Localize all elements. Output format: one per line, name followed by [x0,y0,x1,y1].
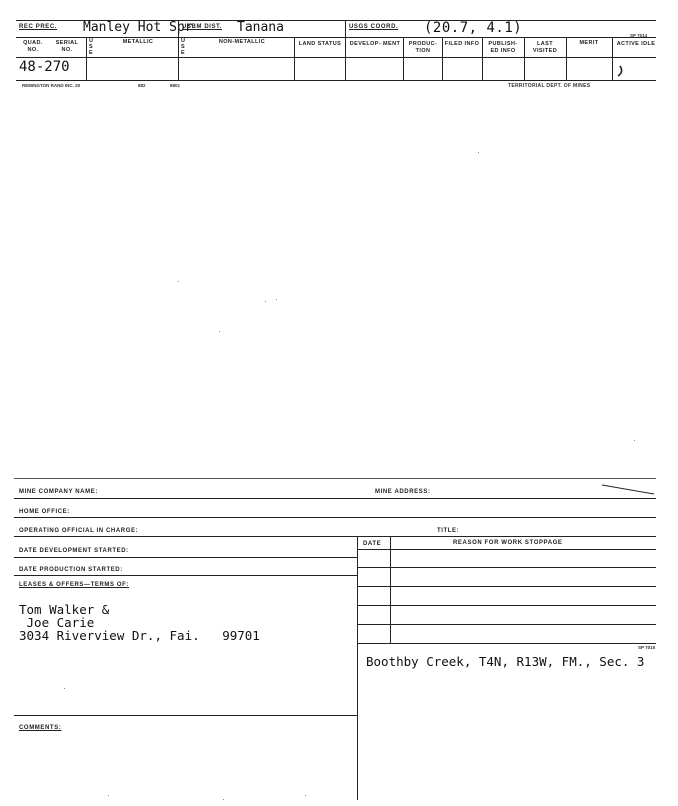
usgs-coord-label: USGS COORD. [349,24,399,30]
checkmark-icon [612,64,628,78]
usgs-coord-value: (20.7, 4.1) [424,20,523,36]
date-production-label: DATE PRODUCTION STARTED: [19,567,123,573]
mine-company-name-label: MINE COMPANY NAME: [19,489,98,495]
footer-remington: REMINGTON RAND INC. 20 [22,83,81,88]
footer-code-1: 882 [138,83,146,88]
col-filed-info: FILED INFO [444,41,480,47]
col-published-info: PUBLISH- ED INFO [488,41,518,54]
col-serial-no: SERIAL NO. [55,40,79,53]
col-quad-no: QUAD. NO. [23,40,43,53]
leases-label: LEASES & OFFERS—TERMS OF: [19,582,130,588]
col-non-metallic: NON-METALLIC [218,39,266,45]
col-last-visited: LAST VISITED [532,41,558,54]
date-development-label: DATE DEVELOPMENT STARTED: [19,548,129,554]
lessee-line-1: Tom Walker & [19,602,110,617]
col-merit: MERIT [579,40,599,46]
location-text: Boothby Creek, T4N, R13W, FM., Sec. 3 [366,654,645,669]
top-form-number: SP 7014 [630,33,648,38]
rec-prec-value: Manley Hot Spr [83,20,193,35]
title-label: TITLE: [437,528,460,534]
col-use-metallic: U S E [89,38,94,56]
footer-territorial: TERRITORIAL DEPT. OF MINES [508,83,591,89]
usbm-dist-value: Tanana [237,20,284,35]
col-active-idle: ACTIVE IDLE [616,41,656,47]
col-use-non-metallic: U S E [181,38,186,56]
reason-col-label: REASON FOR WORK STOPPAGE [453,540,563,546]
comments-label: COMMENTS: [19,725,62,731]
operating-official-label: OPERATING OFFICIAL IN CHARGE: [19,528,139,534]
footer-code-2: 8801 [170,83,181,88]
date-col-label: DATE [363,541,382,547]
col-land-status: LAND STATUS [298,41,342,47]
serial-value: 48-270 [19,59,70,75]
col-metallic: METALLIC [122,39,154,45]
lessee-address: 3034 Riverview Dr., Fai. 99701 [19,628,260,643]
col-development: DEVELOP- MENT [349,41,401,47]
usbm-dist-label: USBM DIST. [182,24,223,30]
col-production: PRODUC- TION [408,41,438,54]
mine-address-label: MINE ADDRESS: [375,489,431,495]
rec-prec-label: REC PREC. [19,24,58,30]
bottom-form-number: SP 7015 [638,645,656,650]
lessee-line-2: Joe Carie [19,615,95,630]
home-office-label: HOME OFFICE: [19,509,70,515]
